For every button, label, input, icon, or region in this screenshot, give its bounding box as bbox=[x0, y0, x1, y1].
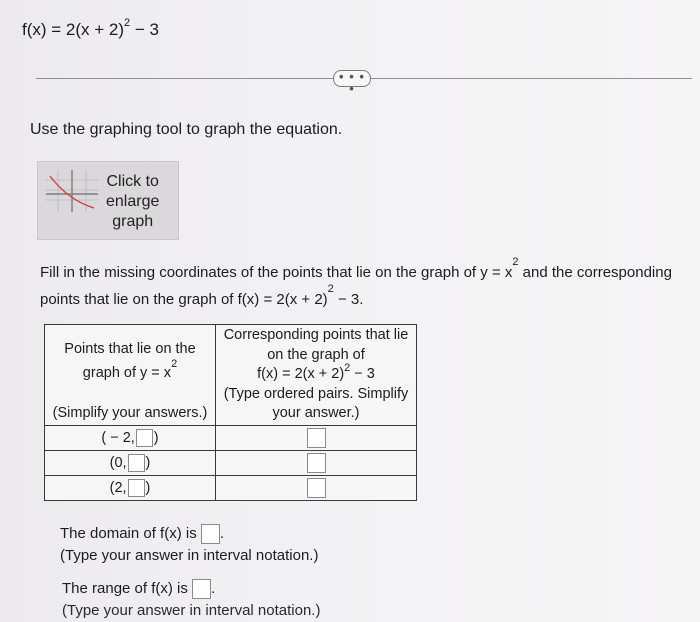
function-text: f(x) = 2(x + 2) bbox=[22, 20, 125, 39]
left-point-cell: ( − 2, ) bbox=[45, 426, 216, 451]
domain-question: The domain of f(x) is . (Type your answer in interval notation.) bbox=[60, 523, 318, 567]
graph-preview-icon bbox=[46, 170, 98, 212]
fill-instructions: Fill in the missing coordinates of the points that lie on the graph of $y = x^2$ and the corresponding points that lie on the graph of $f(x) = 2(x + 2)^2 - 3$. bbox=[40, 256, 672, 308]
function-suffix: − 3 bbox=[130, 20, 159, 39]
show-more-button[interactable]: • • • • bbox=[333, 70, 371, 87]
domain-input[interactable] bbox=[201, 524, 220, 544]
right-point-cell bbox=[216, 451, 417, 476]
answer-input[interactable] bbox=[307, 453, 326, 473]
answer-input[interactable] bbox=[128, 454, 145, 472]
enlarge-graph-label: Click to enlarge graph bbox=[106, 173, 160, 230]
header-right: Corresponding points that lie on the graph of $f(x) = 2(x + 2)^2 - 3$ (Type ordered pairs. Simplify your answer.) bbox=[216, 325, 417, 426]
domain-hint: (Type your answer in interval notation.) bbox=[60, 547, 319, 564]
answer-input[interactable] bbox=[307, 478, 326, 498]
table-row bbox=[45, 451, 417, 476]
left-point-cell: (2, ) bbox=[45, 476, 216, 501]
points-table bbox=[44, 324, 417, 501]
right-point-cell bbox=[216, 426, 417, 451]
header-left: Points that lie on the graph of $y = x^2$ (Simplify your answers.) bbox=[45, 325, 216, 426]
answer-input[interactable] bbox=[136, 429, 153, 447]
function-exponent: 2 bbox=[124, 17, 131, 29]
range-input[interactable] bbox=[192, 579, 211, 599]
right-point-cell bbox=[216, 476, 417, 501]
answer-input[interactable] bbox=[128, 479, 145, 497]
table-row bbox=[45, 426, 417, 451]
range-hint: (Type your answer in interval notation.) bbox=[62, 602, 321, 619]
answer-input[interactable] bbox=[307, 428, 326, 448]
range-question: The range of f(x) is . (Type your answer in interval notation.) bbox=[62, 578, 320, 622]
graph-thumbnail[interactable] bbox=[37, 161, 179, 240]
table-row bbox=[45, 476, 417, 501]
instruction-text: Use the graphing tool to graph the equation. bbox=[30, 121, 343, 138]
left-point-cell: (0, ) bbox=[45, 451, 216, 476]
function-title bbox=[22, 17, 159, 40]
table-header-row bbox=[45, 325, 417, 426]
